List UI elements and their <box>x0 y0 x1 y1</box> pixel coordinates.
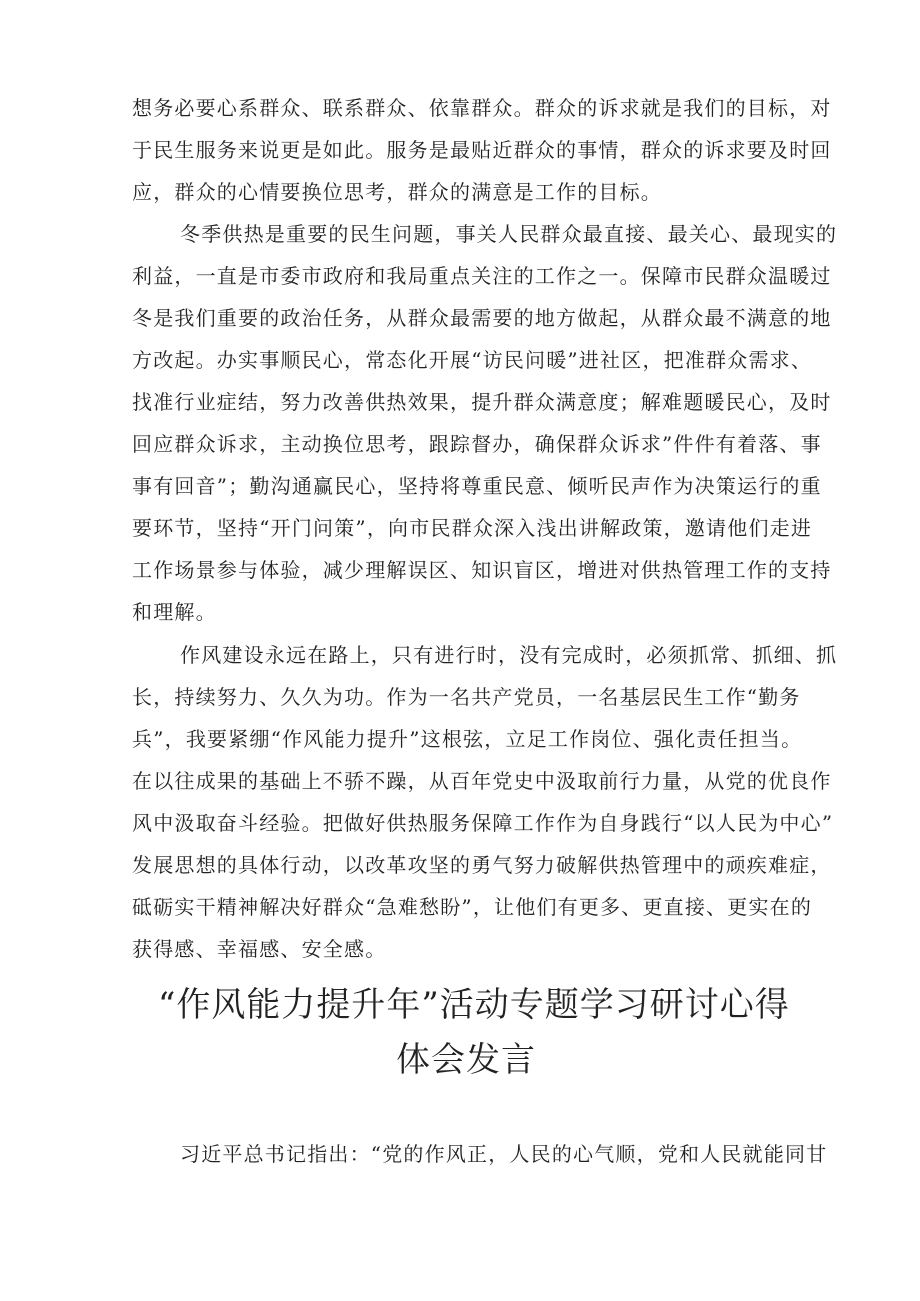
paragraph-2-line-3: 冬是我们重要的政治任务，从群众最需要的地方做起，从群众最不满意的地 <box>132 306 832 330</box>
section-title-line-2: 体会发言 <box>396 1040 536 1080</box>
paragraph-3-line-8: 获得感、幸福感、安全感。 <box>132 937 387 961</box>
paragraph-3-line-2: 长，持续努力、久久为功。作为一名共产党员，一名基层民生工作“勤务 <box>132 685 801 709</box>
paragraph-3-line-1: 作风建设永远在路上，只有进行时，没有完成时，必须抓常、抓细、抓 <box>180 643 838 667</box>
paragraph-2-line-2: 利益，一直是市委市政府和我局重点关注的工作之一。保障市民群众温暖过 <box>132 264 832 288</box>
paragraph-3-line-4: 在以往成果的基础上不骄不躁，从百年党史中汲取前行力量，从党的优良作 <box>132 769 832 793</box>
paragraph-2-line-8: 要环节，坚持“开门问策”，向市民群众深入浅出讲解政策，邀请他们走进 <box>132 516 813 540</box>
paragraph-2-line-10: 和理解。 <box>132 600 217 624</box>
section-title-line-1: “作风能力提升年”活动专题学习研讨心得 <box>158 985 790 1025</box>
paragraph-3-line-7: 砥砺实干精神解决好群众“急难愁盼”，让他们有更多、更直接、更实在的 <box>132 895 813 919</box>
paragraph-3-line-3: 兵”，我要紧绷“作风能力提升”这根弦，立足工作岗位、强化责任担当。 <box>132 727 803 751</box>
paragraph-3-line-5: 风中汲取奋斗经验。把做好供热服务保障工作作为自身践行“以人民为中心” <box>132 811 834 835</box>
paragraph-2-line-1: 冬季供热是重要的民生问题，事关人民群众最直接、最关心、最现实的 <box>180 222 838 246</box>
paragraph-1-line-1: 想务必要心系群众、联系群众、依靠群众。群众的诉求就是我们的目标，对 <box>132 96 832 120</box>
paragraph-1-line-2: 于民生服务来说更是如此。服务是最贴近群众的事情，群众的诉求要及时回 <box>132 138 832 162</box>
closing-paragraph-line-1: 习近平总书记指出：“党的作风正，人民的心气顺，党和人民就能同甘 <box>180 1142 828 1166</box>
paragraph-3-line-6: 发展思想的具体行动，以改革攻坚的勇气努力破解供热管理中的顽疾难症， <box>132 853 832 877</box>
paragraph-2-line-4: 方改起。办实事顺民心，常态化开展“访民问暖”进社区，把准群众需求、 <box>132 348 813 372</box>
paragraph-2-line-5: 找准行业症结，努力改善供热效果，提升群众满意度；解难题暖民心，及时 <box>132 390 832 414</box>
paragraph-2-line-9: 工作场景参与体验，减少理解误区、知识盲区，增进对供热管理工作的支持 <box>132 558 832 582</box>
paragraph-2-line-7: 事有回音”；勤沟通赢民心，坚持将尊重民意、倾听民声作为决策运行的重 <box>132 474 822 498</box>
paragraph-1-line-3: 应，群众的心情要换位思考，群众的满意是工作的目标。 <box>132 180 662 204</box>
paragraph-2-line-6: 回应群众诉求，主动换位思考，跟踪督办，确保群众诉求”件件有着落、事 <box>132 432 822 456</box>
